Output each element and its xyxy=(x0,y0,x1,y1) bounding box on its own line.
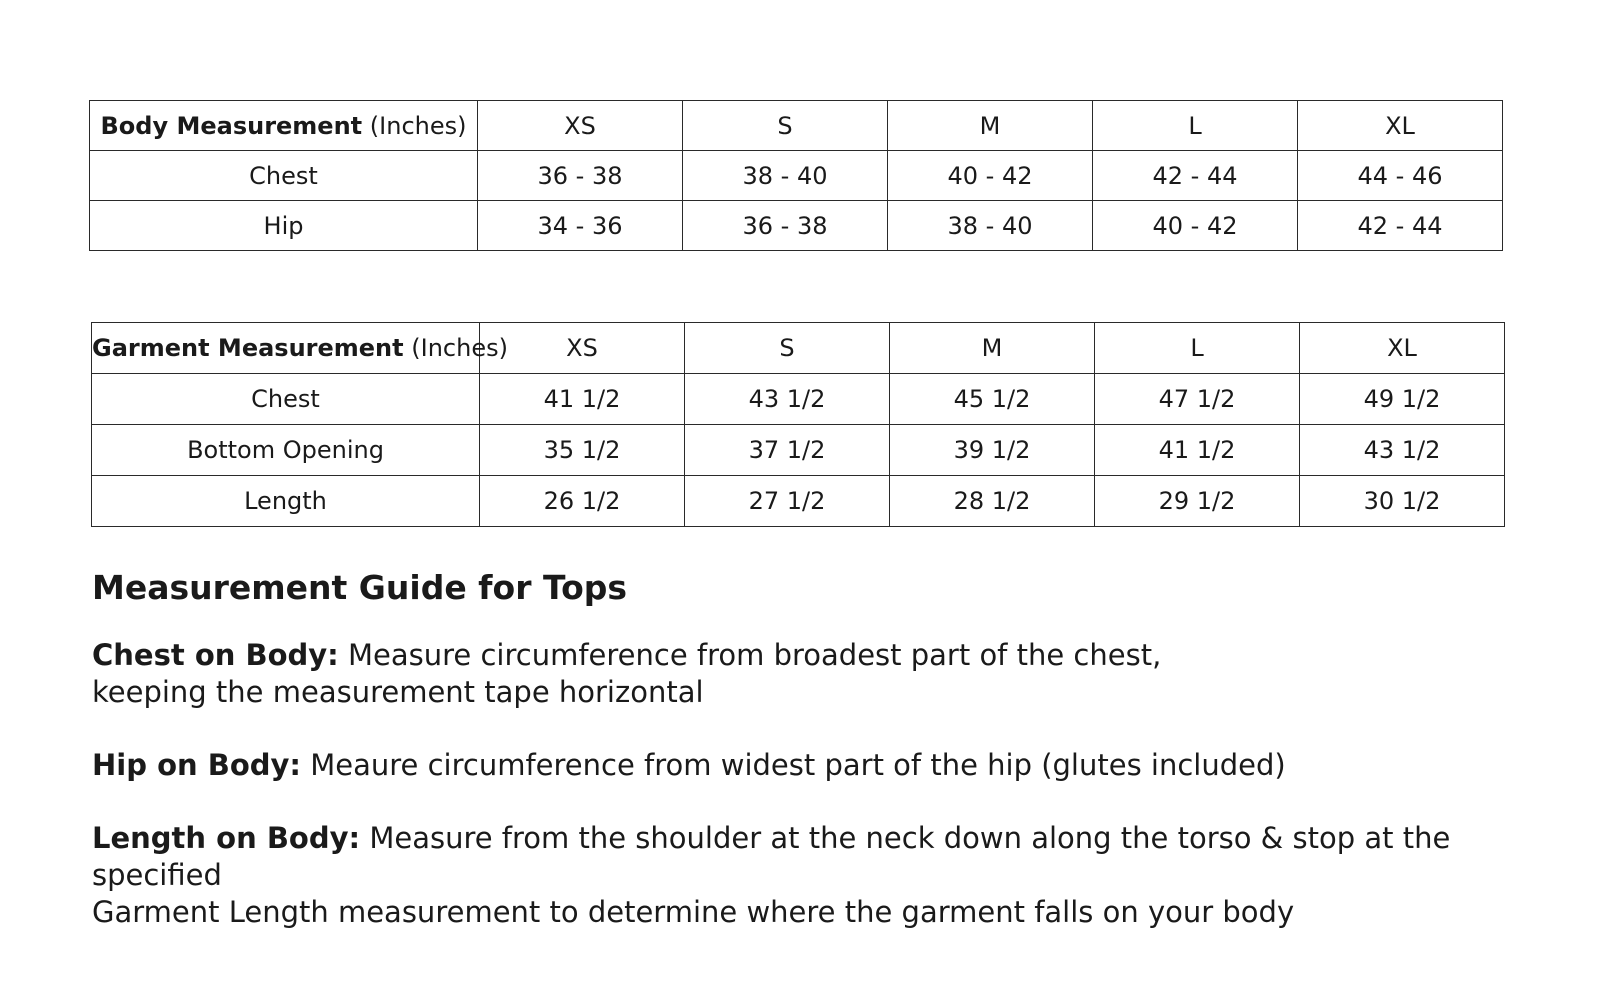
size-header-xl: XL xyxy=(1298,101,1503,151)
table-cell: 41 1/2 xyxy=(480,374,685,425)
size-header-s: S xyxy=(685,323,890,374)
row-label: Hip xyxy=(90,201,478,251)
table-cell: 39 1/2 xyxy=(890,425,1095,476)
size-header-m: M xyxy=(888,101,1093,151)
table-cell: 38 - 40 xyxy=(888,201,1093,251)
table-cell: 43 1/2 xyxy=(1300,425,1505,476)
table-cell: 38 - 40 xyxy=(683,151,888,201)
guide-term: Hip on Body: xyxy=(92,748,302,782)
table-cell: 29 1/2 xyxy=(1095,476,1300,527)
table-cell: 41 1/2 xyxy=(1095,425,1300,476)
table-cell: 30 1/2 xyxy=(1300,476,1505,527)
table-cell: 34 - 36 xyxy=(478,201,683,251)
guide-text: Garment Length measurement to determine where the garment falls on your body xyxy=(92,895,1295,929)
size-header-s: S xyxy=(683,101,888,151)
guide-title: Measurement Guide for Tops xyxy=(92,568,628,607)
guide-term: Length on Body: xyxy=(92,821,361,855)
table-row xyxy=(92,425,1505,476)
guide-text: keeping the measurement tape horizontal xyxy=(92,675,704,709)
table-cell: 36 - 38 xyxy=(478,151,683,201)
guide-text: Measure circumference from broadest part of the chest, xyxy=(338,638,1162,672)
size-header-l: L xyxy=(1095,323,1300,374)
table-cell: 36 - 38 xyxy=(683,201,888,251)
table-header-row xyxy=(92,323,1505,374)
table-row xyxy=(90,151,1503,201)
row-label: Bottom Opening xyxy=(92,425,480,476)
measurement-guide xyxy=(92,568,1582,967)
table-cell: 26 1/2 xyxy=(480,476,685,527)
table-row xyxy=(92,374,1505,425)
garment-measurement-table xyxy=(91,322,1505,527)
table-header-label: Garment Measurement (Inches) xyxy=(92,323,480,374)
table-cell: 40 - 42 xyxy=(1093,201,1298,251)
size-header-l: L xyxy=(1093,101,1298,151)
size-header-xl: XL xyxy=(1300,323,1505,374)
table-row xyxy=(90,201,1503,251)
guide-item-length xyxy=(92,820,1582,931)
table-cell: 43 1/2 xyxy=(685,374,890,425)
guide-text: Meaure circumference from widest part of the hip (glutes included) xyxy=(301,748,1286,782)
table-cell: 37 1/2 xyxy=(685,425,890,476)
row-label: Chest xyxy=(92,374,480,425)
guide-text: Measure from the shoulder at the neck down along the torso & stop at the specified xyxy=(92,821,1451,892)
table-cell: 45 1/2 xyxy=(890,374,1095,425)
guide-term: Chest on Body: xyxy=(92,638,339,672)
size-header-xs: XS xyxy=(478,101,683,151)
table-cell: 47 1/2 xyxy=(1095,374,1300,425)
row-label: Length xyxy=(92,476,480,527)
body-measurement-table xyxy=(89,100,1503,251)
row-label: Chest xyxy=(90,151,478,201)
table-cell: 42 - 44 xyxy=(1298,201,1503,251)
table-cell: 28 1/2 xyxy=(890,476,1095,527)
table-cell: 42 - 44 xyxy=(1093,151,1298,201)
table-row xyxy=(92,476,1505,527)
size-header-xs: XS xyxy=(480,323,685,374)
table-cell: 27 1/2 xyxy=(685,476,890,527)
table-cell: 44 - 46 xyxy=(1298,151,1503,201)
table-cell: 35 1/2 xyxy=(480,425,685,476)
guide-item-hip xyxy=(92,747,1582,784)
guide-item-chest xyxy=(92,637,1582,711)
table-cell: 49 1/2 xyxy=(1300,374,1505,425)
table-header-label: Body Measurement (Inches) xyxy=(90,101,478,151)
table-header-row xyxy=(90,101,1503,151)
table-cell: 40 - 42 xyxy=(888,151,1093,201)
size-header-m: M xyxy=(890,323,1095,374)
